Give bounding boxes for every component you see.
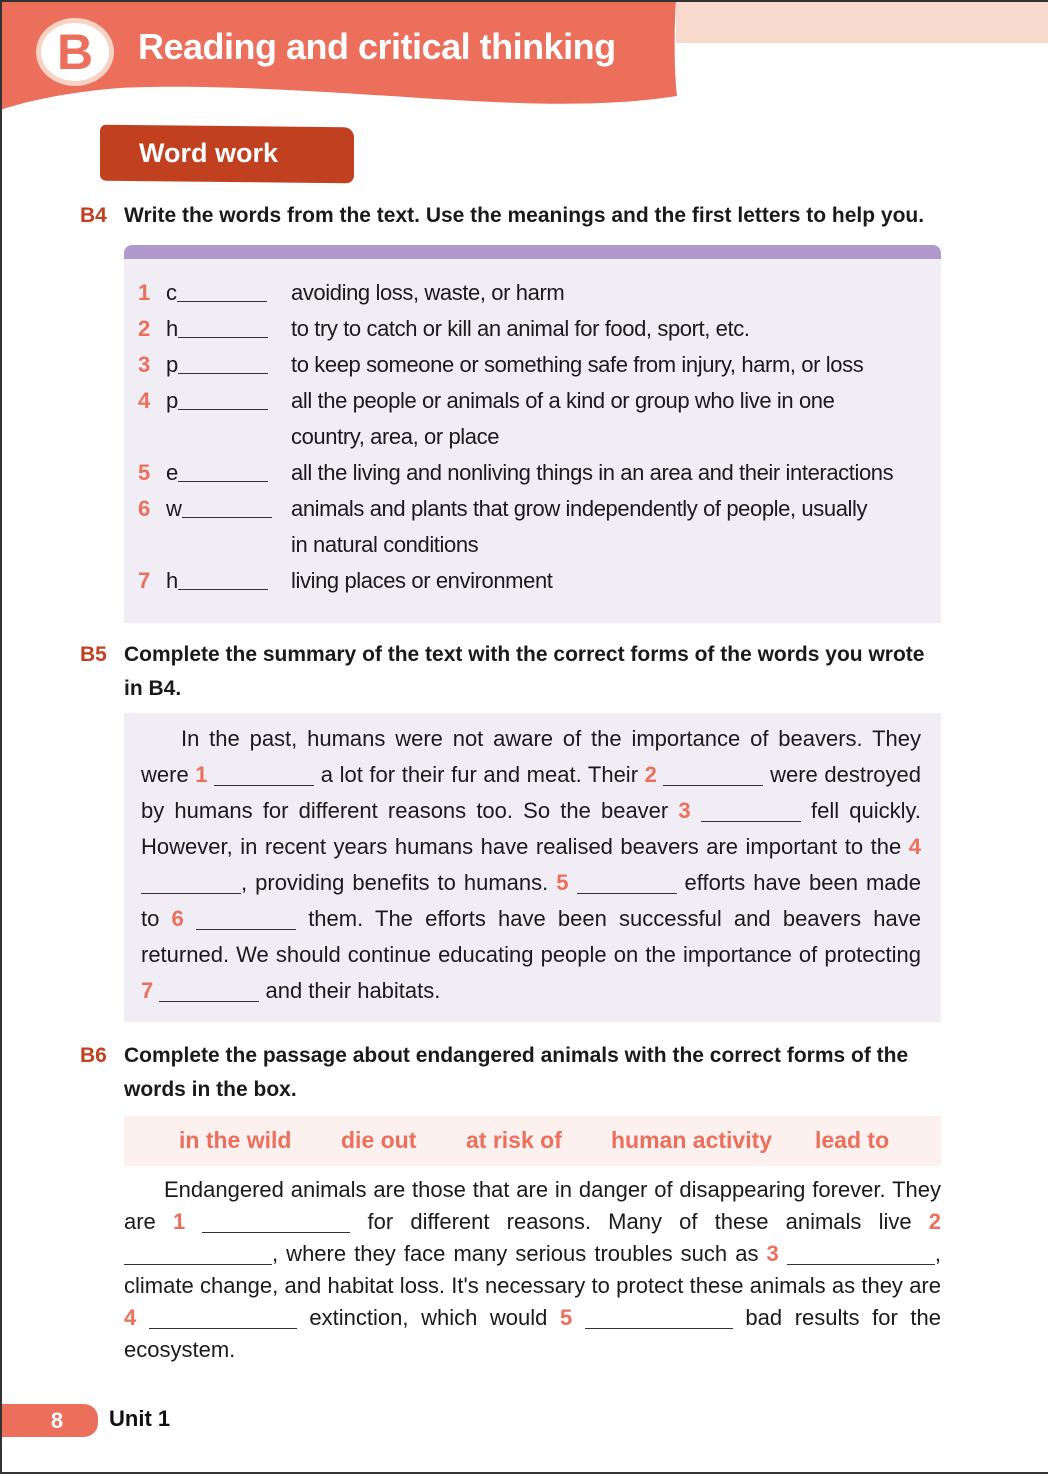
passage-segment: and their habitats. xyxy=(259,978,441,1003)
definition-text: animals and plants that grow independently of people, usually xyxy=(291,496,868,521)
badge-letter: B xyxy=(56,24,94,80)
answer-field[interactable] xyxy=(166,347,291,383)
answer-gap[interactable] xyxy=(124,1242,272,1265)
passage-segment: efforts have been made to xyxy=(141,870,921,931)
word-box-item: die out xyxy=(341,1127,417,1153)
answer-gap[interactable] xyxy=(202,1210,350,1233)
item-number: 7 xyxy=(138,568,151,593)
definition xyxy=(291,383,938,455)
answer-field[interactable] xyxy=(166,383,291,455)
definition-text: all the living and nonliving things in an area and their interactions xyxy=(291,460,894,485)
vocab-item xyxy=(138,563,938,599)
vocab-item xyxy=(138,347,938,383)
gap-number: 4 xyxy=(124,1305,137,1330)
b5-instruction-line2: in B4. xyxy=(124,677,182,700)
answer-field[interactable] xyxy=(166,275,291,311)
answer-field[interactable] xyxy=(166,491,291,563)
word-box-item: in the wild xyxy=(179,1127,292,1153)
word-box-item: lead to xyxy=(815,1127,890,1153)
passage-segment: , where they face many serious troubles such as xyxy=(272,1241,767,1266)
gap-number: 3 xyxy=(766,1241,779,1266)
passage-segment: for different reasons. Many of these animals live xyxy=(350,1209,929,1234)
definition xyxy=(291,491,938,563)
page-number-badge xyxy=(0,1404,98,1437)
item-number: 2 xyxy=(138,316,151,341)
gap-number: 5 xyxy=(560,1305,573,1330)
definition xyxy=(291,311,938,347)
item-number: 5 xyxy=(138,460,151,485)
word-box-item: human activity xyxy=(611,1127,773,1153)
header-accent-band xyxy=(676,0,1048,43)
b6-heading xyxy=(80,1039,950,1107)
exercise-number: B4 xyxy=(80,204,107,227)
section-badge xyxy=(36,18,114,86)
definition-text: living places or environment xyxy=(291,568,553,593)
definition xyxy=(291,563,938,599)
exercise-number: B5 xyxy=(80,643,107,666)
b4-vocab-list xyxy=(138,275,938,599)
answer-gap[interactable] xyxy=(214,763,314,786)
definition-text: to try to catch or kill an animal for food, sport, etc. xyxy=(291,316,750,341)
definition-text: avoiding loss, waste, or harm xyxy=(291,280,565,305)
exercise-number: B6 xyxy=(80,1044,107,1067)
answer-blank[interactable] xyxy=(178,565,268,590)
b6-instruction-line1: Complete the passage about endangered animals with the correct forms of the xyxy=(124,1044,909,1067)
passage-segment: a lot for their fur and meat. Their xyxy=(314,762,645,787)
b6-instruction-line2: words in the box. xyxy=(124,1078,297,1101)
b4-instruction: Write the words from the text. Use the meanings and the first letters to help you. xyxy=(124,204,925,227)
answer-gap[interactable] xyxy=(663,763,763,786)
section-title: Reading and critical thinking xyxy=(138,26,616,67)
b4-vocab-box xyxy=(124,245,941,623)
answer-gap[interactable] xyxy=(159,979,259,1002)
b4-heading xyxy=(80,199,950,233)
passage-segment: fell quickly. However, in recent years humans have realised beavers are important to the xyxy=(141,798,921,859)
page-number: 8 xyxy=(50,1407,64,1433)
definition xyxy=(291,347,938,383)
definition-text: to keep someone or something safe from injury, harm, or loss xyxy=(291,352,864,377)
unit-label: Unit 1 xyxy=(109,1406,171,1431)
vocab-item xyxy=(138,275,938,311)
passage-segment: bad results for the ecosystem. xyxy=(124,1305,941,1362)
b6-passage-text xyxy=(124,1174,941,1366)
b4-box-header-strip xyxy=(124,245,941,259)
answer-blank[interactable] xyxy=(178,313,268,338)
gap-number: 2 xyxy=(644,762,657,787)
item-number: 4 xyxy=(138,388,151,413)
definition-continued: country, area, or place xyxy=(291,424,500,449)
item-number: 6 xyxy=(138,496,151,521)
vocab-item xyxy=(138,311,938,347)
first-letter: w xyxy=(166,496,182,521)
b6-word-box xyxy=(124,1116,941,1166)
definition xyxy=(291,455,938,491)
gap-number: 2 xyxy=(928,1209,941,1234)
answer-gap[interactable] xyxy=(701,799,801,822)
passage-segment: were destroyed by humans for different reasons too. So the beaver xyxy=(141,762,921,823)
gap-number: 3 xyxy=(678,798,691,823)
passage-segment: , providing benefits to humans. xyxy=(241,870,557,895)
answer-gap[interactable] xyxy=(141,871,241,894)
passage-segment: extinction, which would xyxy=(296,1305,560,1330)
answer-blank[interactable] xyxy=(177,277,267,302)
answer-blank[interactable] xyxy=(178,349,268,374)
gap-number: 1 xyxy=(172,1209,186,1234)
gap-number: 1 xyxy=(195,762,208,787)
passage-segment: In the past, humans were not aware of the importance of beavers. They were xyxy=(141,726,921,787)
b5-summary-box xyxy=(124,713,941,1022)
gap-number: 7 xyxy=(141,978,154,1003)
first-letter: p xyxy=(166,352,179,377)
word-work-label: Word work xyxy=(139,138,279,168)
gap-number: 5 xyxy=(556,870,569,895)
answer-gap[interactable] xyxy=(196,907,296,930)
answer-gap[interactable] xyxy=(585,1306,733,1329)
b5-summary-text xyxy=(141,721,921,1009)
passage-segment: them. The efforts have been successful and beavers have returned. We should continue educating people on the importance of protecting xyxy=(141,906,921,967)
answer-blank[interactable] xyxy=(178,385,268,410)
gap-number: 4 xyxy=(908,834,921,859)
item-number: 1 xyxy=(138,280,151,305)
b5-heading xyxy=(80,638,950,706)
passage-segment: Endangered animals are those that are in danger of disappearing forever. They are xyxy=(124,1177,941,1234)
passage-segment: , climate change, and habitat loss. It's necessary to protect these animals as they are xyxy=(124,1241,941,1298)
answer-field[interactable] xyxy=(166,563,291,599)
definition-continued: in natural conditions xyxy=(291,532,479,557)
answer-gap[interactable] xyxy=(787,1242,935,1265)
first-letter: e xyxy=(166,460,179,485)
item-number: 3 xyxy=(138,352,151,377)
gap-number: 6 xyxy=(171,906,184,931)
answer-field[interactable] xyxy=(166,311,291,347)
answer-gap[interactable] xyxy=(577,871,677,894)
b5-instruction-line1: Complete the summary of the text with the correct forms of the words you wrote xyxy=(124,643,925,666)
answer-field[interactable] xyxy=(166,455,291,491)
first-letter: p xyxy=(166,388,179,413)
vocab-item xyxy=(138,383,938,455)
answer-blank[interactable] xyxy=(182,493,272,518)
word-box-item: at risk of xyxy=(466,1127,562,1153)
first-letter: h xyxy=(166,568,179,593)
vocab-item xyxy=(138,491,938,563)
definition xyxy=(291,275,938,311)
answer-gap[interactable] xyxy=(149,1306,297,1329)
first-letter: c xyxy=(166,280,177,305)
answer-blank[interactable] xyxy=(178,457,268,482)
definition-text: all the people or animals of a kind or group who live in one xyxy=(291,388,835,413)
vocab-item xyxy=(138,455,938,491)
first-letter: h xyxy=(166,316,179,341)
